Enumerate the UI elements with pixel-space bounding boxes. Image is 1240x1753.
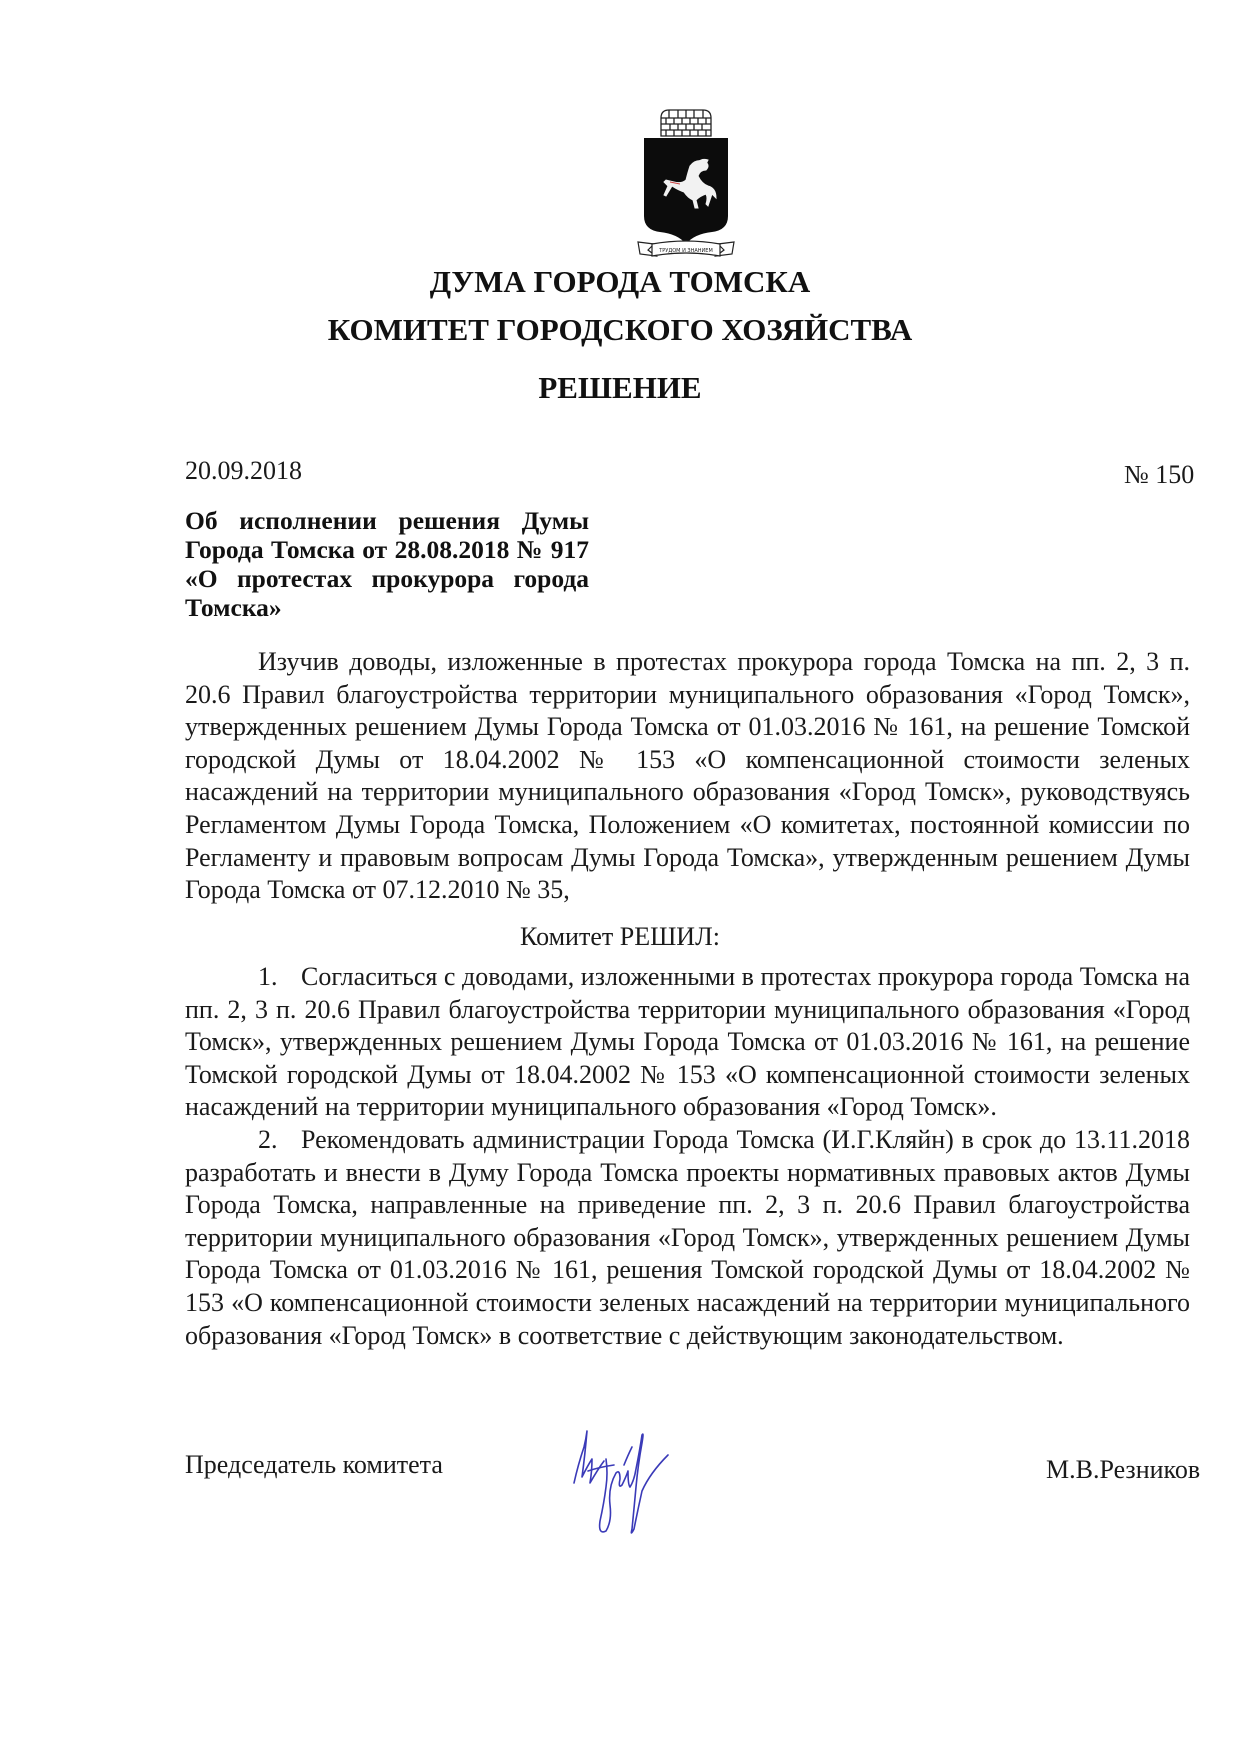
signatory-position: Председатель комитета [185, 1450, 443, 1479]
signature [570, 1425, 680, 1540]
item-number: 2. [258, 1124, 278, 1154]
tomsk-coat-of-arms-icon [636, 104, 736, 262]
item-text: Рекомендовать администрации Города Томска (И.Г.Кляйн) в срок до 13.11.2018 разработать и внести в Думу Города Томска проекты нормативных правовых актов Думы Города Томска, направленные на приведение пп. 2, 3 п. 20.6 Правил благоустройства территории муниципального образования «Город Томск», утвержденных решением Думы Города Томска от 01.03.2016 № 161, решения Томской городской Думы от 18.04.2002 № 153 «О компенсационной стоимости зеленых насаждений на территории муниципального образования «Город Томск» в соответствие с действующим законодательством. [185, 1124, 1190, 1350]
coat-of-arms-emblem [636, 104, 736, 262]
document-date: 20.09.2018 [185, 456, 302, 485]
decision-item-2 [185, 1124, 1190, 1352]
document-number: № 150 [1124, 460, 1195, 489]
document-title: Об исполнении решения Думы Города Томска от 28.08.2018 № 917 «О протестах прокурора города Томска» [185, 506, 589, 622]
organization-heading: ДУМА ГОРОДА ТОМСКА [429, 264, 811, 299]
signatory-name: М.В.Резников [1046, 1455, 1201, 1484]
preamble-paragraph: Изучив доводы, изложенные в протестах прокурора города Томска на пп. 2, 3 п. 20.6 Правил благоустройства территории муниципального образования «Город Томск», утвержденных решением Думы Города Томска от 01.03.2016 № 161, на решение Томской городской Думы от 18.04.2002 № 153 «О компенсационной стоимости зеленых насаждений на территории муниципального образования «Город Томск», руководствуясь Регламентом Думы Города Томска, Положением «О комитетах, постоянной комиссии по Регламенту и правовым вопросам Думы Города Томска», утвержденным решением Думы Города Томска от 07.12.2010 № 35, [185, 647, 1190, 905]
decision-items [185, 961, 1190, 1352]
crown-icon [661, 110, 711, 136]
decision-item-1 [185, 961, 1190, 1124]
svg-text:ТРУДОМ И ЗНАНИЕМ: ТРУДОМ И ЗНАНИЕМ [659, 248, 713, 254]
item-text: Согласиться с доводами, изложенными в протестах прокурора города Томска на пп. 2, 3 п. 20.6 Правил благоустройства территории муниципального образования «Город Томск», утвержденных решением Думы Города Томска от 01.03.2016 № 161, на решение Томской городской Думы от 18.04.2002 № 153 «О компенсационной стоимости зеленых насаждений на территории муниципального образования «Город Томск». [185, 962, 1190, 1122]
committee-heading: КОМИТЕТ ГОРОДСКОГО ХОЗЯЙСТВА [327, 312, 913, 347]
preamble-section [185, 646, 1190, 907]
handwritten-signature-icon [570, 1425, 680, 1540]
document-type-heading: РЕШЕНИЕ [538, 370, 702, 405]
decided-label: Комитет РЕШИЛ: [520, 922, 720, 951]
item-number: 1. [258, 962, 278, 991]
